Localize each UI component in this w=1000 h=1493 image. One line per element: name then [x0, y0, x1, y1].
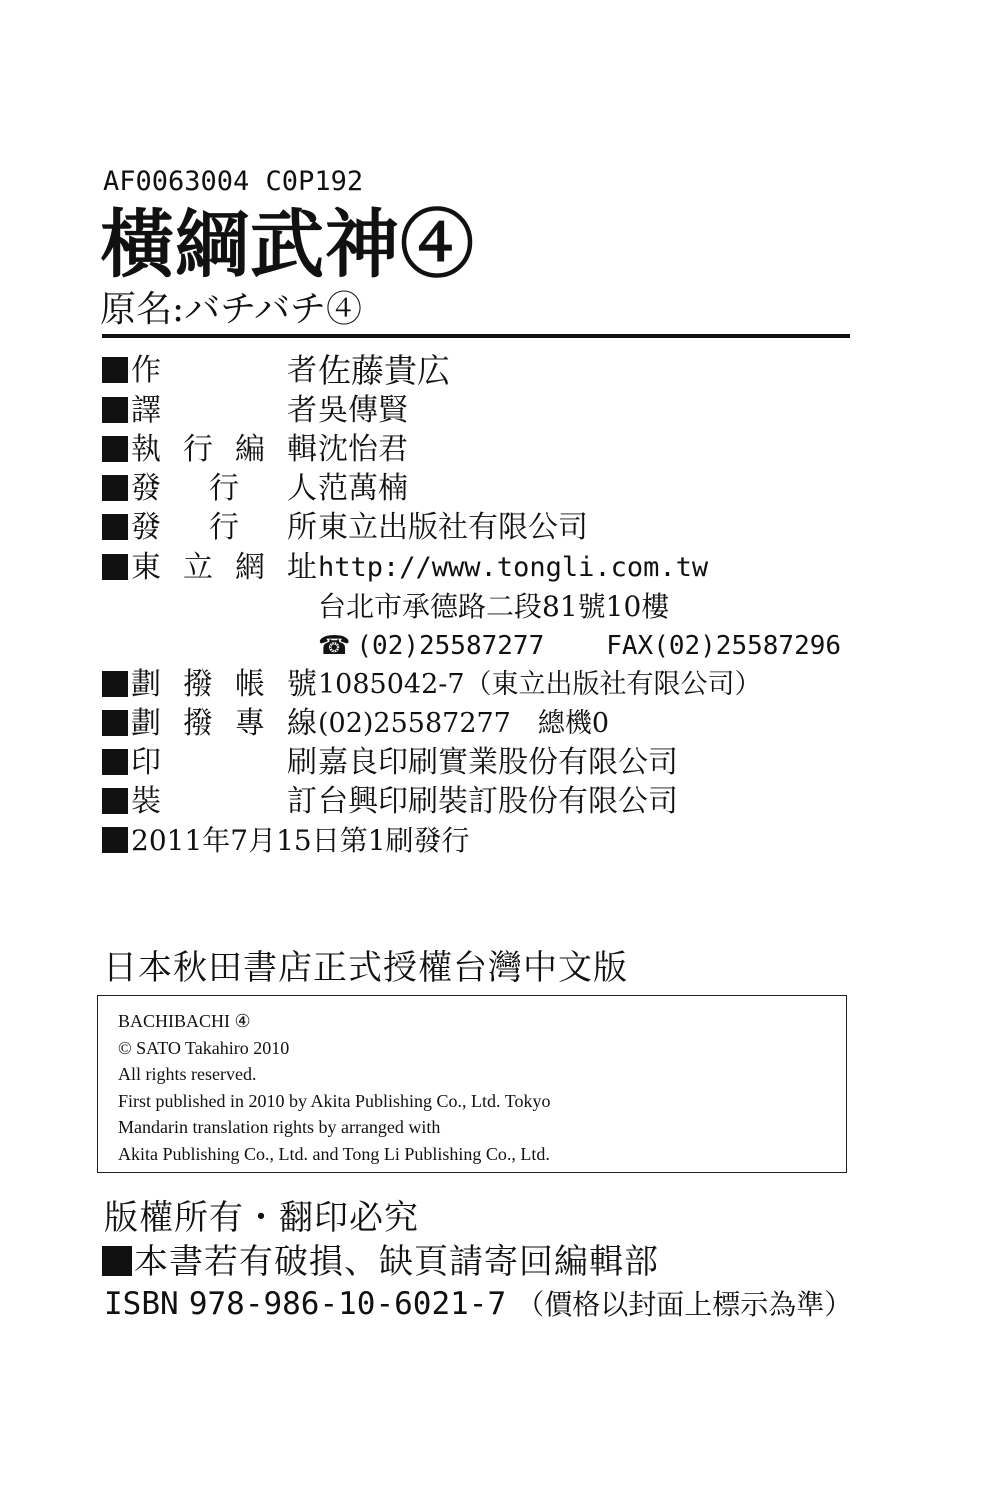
rights-notice: 版權所有・翻印必究	[104, 1198, 419, 1238]
fax-number: FAX(02)25587296	[606, 631, 842, 661]
bullet-square-icon	[102, 554, 128, 580]
phone-number: (02)25587277	[356, 631, 545, 661]
copyright-line: © SATO Takahiro 2010	[118, 1037, 290, 1058]
bullet-square-icon	[102, 827, 128, 853]
credit-label: 劃撥帳號	[131, 667, 317, 702]
bullet-square-icon	[102, 475, 128, 501]
credit-row-publishing-house	[102, 509, 588, 547]
credit-row-editor	[102, 431, 408, 469]
isbn-number: 978-986-10-6021-7	[188, 1286, 507, 1322]
isbn-line	[104, 1283, 852, 1323]
credit-value: 嘉良印刷實業股份有限公司	[318, 745, 678, 780]
price-note: （價格以封面上標示為準）	[516, 1288, 853, 1321]
copyright-line: First published in 2010 by Akita Publishing Co., Ltd. Tokyo	[118, 1090, 551, 1111]
bullet-square-icon	[102, 357, 128, 383]
bullet-square-icon	[102, 749, 128, 775]
credit-value: 吳傳賢	[318, 393, 408, 428]
bullet-square-icon	[102, 514, 128, 540]
damage-notice	[102, 1234, 659, 1283]
divider	[102, 334, 850, 338]
credit-label: 發行所	[131, 510, 317, 545]
credit-row-translator	[102, 392, 408, 430]
credit-label: 作 者	[131, 353, 317, 388]
credit-label: 東立網址	[131, 550, 317, 585]
bullet-square-icon	[102, 436, 128, 462]
credit-label: 執行編輯	[131, 432, 317, 467]
phone-icon: ☎	[318, 631, 351, 661]
credit-row-binding	[102, 783, 678, 821]
authorization-notice: 日本秋田書店正式授權台灣中文版	[103, 948, 628, 988]
credit-value: 台興印刷裝訂股份有限公司	[318, 784, 678, 819]
copyright-line: All rights reserved.	[118, 1064, 257, 1085]
damage-text: 本書若有破損、缺頁請寄回編輯部	[134, 1242, 659, 1282]
credit-value: 佐藤貴広	[318, 351, 450, 390]
copyright-line: Mandarin translation rights by arranged with	[118, 1117, 441, 1138]
address: 台北市承德路二段81號10樓	[318, 590, 670, 623]
bullet-square-icon	[102, 788, 128, 814]
english-copyright-box	[97, 995, 847, 1173]
credit-value: 沈怡君	[318, 432, 408, 467]
credit-label: 裝 訂	[131, 784, 317, 819]
credit-label: 劃撥專線	[131, 706, 317, 741]
bullet-square-icon	[102, 671, 128, 697]
catalog-code: AF0063004 C0P192	[103, 166, 364, 197]
credit-value: 東立出版社有限公司	[318, 510, 588, 545]
credit-row-hotline	[102, 705, 610, 743]
credit-value: 范萬楠	[318, 471, 408, 506]
copyright-line: Akita Publishing Co., Ltd. and Tong Li Publishing Co., Ltd.	[118, 1143, 550, 1164]
date-row	[102, 822, 470, 860]
bullet-square-icon	[102, 397, 128, 423]
print-date: 2011年7月15日第1刷發行	[131, 824, 470, 857]
credit-label: 譯 者	[131, 393, 317, 428]
copyright-line: BACHIBACHI ④	[118, 1011, 251, 1031]
isbn-label: ISBN	[104, 1286, 179, 1322]
contact-line	[318, 626, 841, 664]
credit-row-account	[102, 666, 762, 704]
book-title: 橫綱武神④	[100, 202, 475, 288]
bullet-square-icon	[102, 1246, 132, 1276]
credit-row-author	[102, 351, 450, 390]
credit-value: 1085042-7（東立出版社有限公司）	[318, 669, 762, 700]
credit-row-printing	[102, 744, 678, 782]
credit-row-publisher	[102, 470, 408, 508]
original-title: 原名:バチバチ④	[100, 289, 362, 330]
credit-label: 印 刷	[131, 745, 317, 780]
credit-value: (02)25587277 總機0	[318, 708, 610, 739]
credit-label: 發行人	[131, 471, 317, 506]
bullet-square-icon	[102, 710, 128, 736]
credit-row-website	[102, 549, 709, 587]
website-url: http://www.tongli.com.tw	[318, 552, 709, 583]
